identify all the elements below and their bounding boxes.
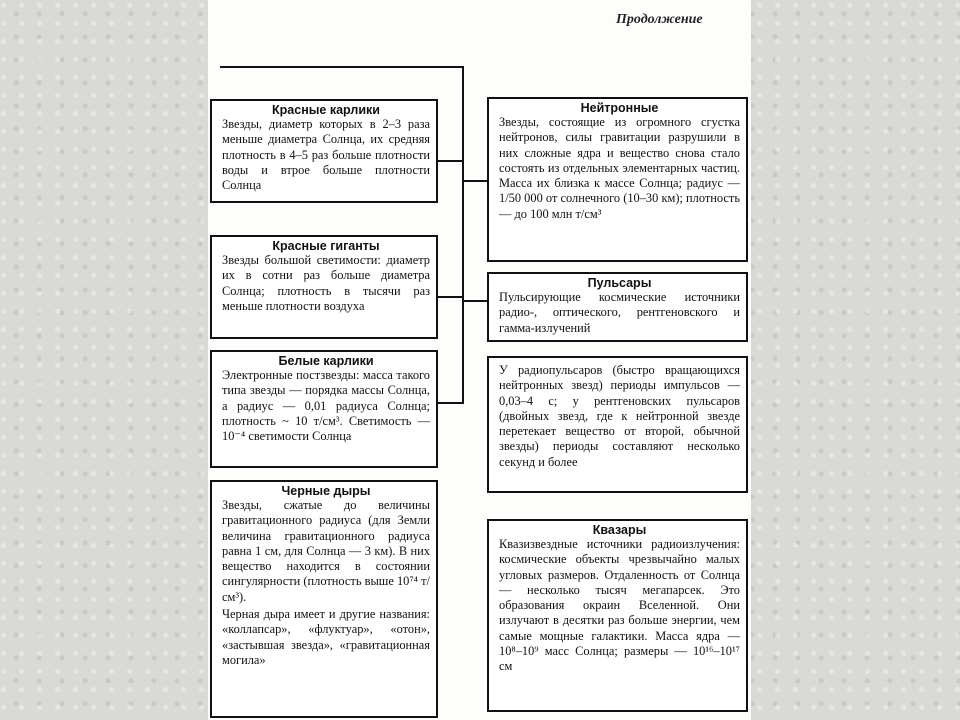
- connector-main-vertical: [462, 66, 464, 404]
- neutron-stars-text: Звезды, состоящие из огромного сгустка нейтронов, силы гравитации разрушили в них сложные ядра и вещество снова стало состоять из отдельных элементарных частиц. Масса их близка к массе Солнца; радиус — 1/50 000 от солнечного (10–30 км); плотность — до 100 млн т/см³: [499, 115, 740, 221]
- radiopulsars-text: У радиопульсаров (быстро вращающихся нейтронных звезд) периоды импульсов — 0,03–4 с; у рентгеновских пульсаров (двойных звезд, где к нейтронной звезде перетекает вещество от второй, обычной звезды) периоды составляют несколько секунд и более: [499, 363, 740, 469]
- black-holes-title: Черные дыры: [281, 484, 371, 498]
- red-dwarfs-box: [210, 99, 438, 203]
- black-holes-box: [210, 480, 438, 718]
- pulsars-title: Пульсары: [587, 276, 652, 290]
- black-holes-other-names: Черная дыра имеет и другие названия: «коллапсар», «флуктуар», «отон», «застывшая звезда», «гравитационная могила»: [222, 607, 430, 667]
- white-dwarfs-title: Белые карлики: [278, 354, 374, 368]
- red-giants-box: [210, 235, 438, 339]
- connector-top-horizontal: [220, 66, 464, 68]
- white-dwarfs-box: [210, 350, 438, 468]
- connector-pulsars: [462, 300, 488, 302]
- neutron-stars-box: [487, 97, 748, 262]
- connector-red-dwarfs: [436, 160, 464, 162]
- quasars-box: [487, 519, 748, 712]
- quasars-title: Квазары: [592, 523, 647, 537]
- pulsars-box: [487, 272, 748, 342]
- red-giants-title: Красные гиганты: [272, 239, 380, 253]
- neutron-stars-title: Нейтронные: [580, 101, 659, 115]
- connector-white-dwarfs: [436, 402, 464, 404]
- quasars-text: Квазизвездные источники радиоизлучения: космические объекты чрезвычайно малых угловых размеров. Отдаленность от Солнца — несколько тысяч мегапарсек. Это образования окраин Вселенной. Они излучают в десятки раз больше энергии, чем самые мощные галактики. Масса ядра — 10⁸–10⁹ масс Солнца; размеры — 10¹⁶–10¹⁷ см: [499, 537, 740, 674]
- connector-red-giants: [436, 296, 464, 298]
- radiopulsars-box: [487, 356, 748, 493]
- continuation-label: Продолжение: [616, 12, 703, 27]
- red-giants-text: Звезды большой светимости: диаметр их в сотни раз больше диаметра Солнца; плотность в тысячи раз меньше плотности воздуха: [222, 253, 430, 313]
- red-dwarfs-title: Красные карлики: [272, 103, 380, 117]
- white-dwarfs-text: Электронные постзвезды: масса такого типа звезды — порядка массы Солнца, а радиус — 0,01 радиуса Солнца; плотность ~ 10 т/см³. Светимость — 10⁻⁴ светимости Солнца: [222, 368, 430, 444]
- black-holes-text: Звезды, сжатые до величины гравитационного радиуса (для Земли величина гравитационного радиуса равна 1 см, для Солнца — 3 км). В них вещество находится в состоянии сингулярности (плотность выше 10⁷⁴ т/см³).: [222, 498, 430, 604]
- red-dwarfs-text: Звезды, диаметр которых в 2–3 раза меньше диаметра Солнца, их средняя плотность в 4–5 раз больше плотности воды и втрое больше плотности Солнца: [222, 117, 430, 193]
- connector-neutron: [462, 180, 488, 182]
- pulsars-text: Пульсирующие космические источники радио-, оптического, рентгеновского и гамма-излучений: [499, 290, 740, 335]
